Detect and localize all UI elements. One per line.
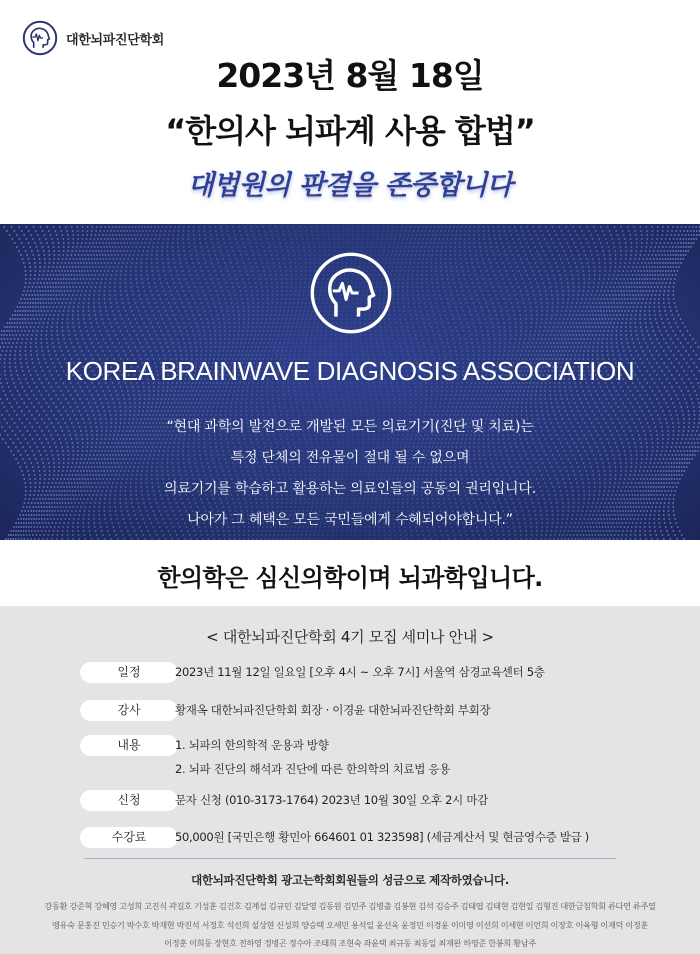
info-label: 내용 [80,735,178,756]
seminar-info [0,606,700,954]
member-line: 이정훈 이희동 장현호 전하영 정병곤 정수아 조태희 조현숙 좌윤택 최규동 최동일 최재완 하영준 한봉희 황남주 [164,938,536,948]
quote-line: 나아가 그 혜택은 모든 국민들에게 수혜되어야합니다.” [187,512,513,528]
quote-line: 의료기기를 학습하고 활용하는 의료인들의 공동의 권리입니다. [164,481,536,497]
divider [84,858,616,859]
info-label: 신청 [80,790,178,811]
org-name: 대한뇌파진단학회 [66,32,165,48]
info-value: 50,000원 [국민은행 황민아 664601 01 323598] (세금계산서 및 현금영수증 발급 ) [175,830,589,844]
association-banner [0,224,700,540]
member-line: 강동환 강준혁 강혜영 고성희 고진식 곽길호 기성훈 김건호 김계섭 김규민 김달영 김동원 김민주 김병출 김봉현 김석 김승주 김태엽 김태현 김현일 김형진 대한금침학회 류다연 류주열 [44,901,656,911]
info-label: 수강료 [80,827,178,848]
association-quote [0,412,700,536]
header [0,0,700,224]
info-label: 일정 [80,662,178,683]
info-value: 문자 신청 (010-3173-1764) 2023년 10월 30일 오후 2시 마감 [175,793,488,807]
subhead: 대법원의 판결을 존중합니다 [187,170,513,201]
seminar-title: < 대한뇌파진단학회 4기 모집 세미나 안내 > [206,628,494,646]
member-list [30,897,670,953]
info-label: 강사 [80,700,178,721]
quote-line: “현대 과학의 발전으로 개발된 모든 의료기기(진단 및 치료)는 [166,419,534,435]
info-value: 2023년 11월 12일 일요일 [오후 4시 ~ 오후 7시] 서울역 삼경교육센터 5층 [175,665,545,679]
association-title: KOREA BRAINWAVE DIAGNOSIS ASSOCIATION [65,356,635,386]
info-value: 1. 뇌파의 한의학적 운용과 방향 [175,738,329,752]
quote-line: 특정 단체의 전유물이 절대 될 수 없으며 [230,450,470,466]
info-value: 황재옥 대한뇌파진단학회 회장 · 이경윤 대한뇌파진단학회 부회장 [175,703,491,717]
headline: “한의사 뇌파계 사용 합법” [165,112,535,150]
statement: 한의학은 심신의학이며 뇌과학입니다. [157,564,543,592]
date-line: 2023년 8월 18일 [216,56,484,95]
sponsor-note: 대한뇌파진단학회 광고는학회회원들의 성금으로 제작하였습니다. [191,873,509,887]
member-line: 맹유숙 문홍진 민승기 박수호 박재현 박진석 서정호 석선희 설상현 신성희 양승택 오세민 용석일 윤선욱 윤정민 이경윤 이미영 이선희 이세현 이언희 이장호 이육형 이재덕 이정훈 [51,919,649,930]
brainwave-head-logo-icon [308,250,394,336]
info-value: 2. 뇌파 진단의 해석과 진단에 따른 한의학의 치료법 응용 [175,762,451,776]
